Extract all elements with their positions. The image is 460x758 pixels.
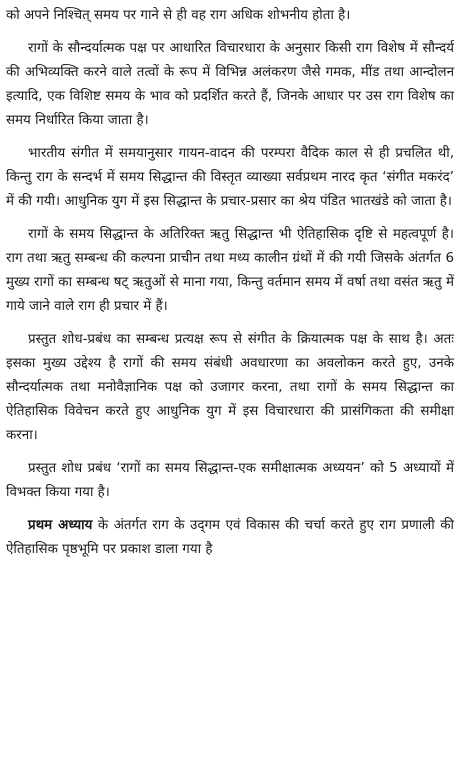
paragraph-text: रागों के सौन्दर्यात्मक पक्ष पर आधारित विचारधारा के अनुसार किसी राग विशेष में सौन्दर्य की अभिव्यक्ति करने वाले तत्वों के रूप में विभिन्न अलंकरण जैसे गमक, मींड तथा आन्दोलन इत्यादि, एक विशिष्ट समय के भाव को प्रदर्शित करते हैं, जिनके आधार पर उस राग विशेष का समय निर्धारित किया जाता है। <box>6 41 454 128</box>
paragraph-text: को अपने निश्चित् समय पर गाने से ही वह राग अधिक शोभनीय होता है। <box>6 8 351 23</box>
paragraph-text: के अंतर्गत राग के उद्‌गम एवं विकास की चर्चा करते हुए राग प्रणाली की ऐतिहासिक पृष्ठभूमि पर प्रकाश डाला गया है <box>6 518 454 557</box>
paragraph-first-chapter <box>6 514 454 562</box>
paragraph-aesthetic-aspect <box>6 37 454 133</box>
paragraph-text: भारतीय संगीत में समयानुसार गायन-वादन की परम्परा वैदिक काल से ही प्रचलित थी, किन्तु राग के सन्दर्भ में समय सिद्धान्त की विस्तृत व्याख्या सर्वप्रथम नारद कृत ‘संगीत मकरंद’ में की गयी। आधुनिक युग में इस सिद्धान्त के प्रचार-प्रसार का श्रेय पंडित भातखंडे को जाता है। <box>6 146 454 209</box>
paragraph-season-theory <box>6 223 454 319</box>
paragraph-text: प्रस्तुत शोध प्रबंध ‘रागों का समय सिद्धान्त-एक समीक्षात्मक अध्ययन’ को 5 अध्यायों में विभक्त किया गया है। <box>6 461 454 500</box>
chapter-heading-bold: प्रथम अध्याय <box>28 518 93 533</box>
paragraph-text: प्रस्तुत शोध-प्रबंध का सम्बन्ध प्रत्यक्ष रूप से संगीत के क्रियात्मक पक्ष के साथ है। अतः इसका मुख्य उद्देश्य है रागों की समय संबंधी अवधारणा का अवलोकन करते हुए, उनके सौन्दर्यात्मक तथा मनोवैज्ञानिक पक्ष को उजागर करना, तथा रागों के समय सिद्धान्त का ऐतिहासिक विवेचन करते हुए आधुनिक युग में इस विचारधारा की प्रासंगिकता की समीक्षा करना। <box>6 332 454 443</box>
paragraph-continuation <box>6 4 454 28</box>
paragraph-text: रागों के समय सिद्धान्त के अतिरिक्त ऋतु सिद्धान्त भी ऐतिहासिक दृष्टि से महत्वपूर्ण है। राग तथा ऋतु सम्बन्ध की कल्पना प्राचीन तथा मध्य कालीन ग्रंथों में की गयी जिसके अंतर्गत 6 मुख्य रागों का सम्बन्ध षट् ऋतुओं से माना गया, किन्तु वर्तमान समय में वर्षा तथा वसंत ऋतु में गाये जाने वाले राग ही प्रचार में हैं। <box>6 227 454 314</box>
paragraph-research-objective <box>6 328 454 448</box>
paragraph-indian-music-tradition <box>6 142 454 214</box>
paragraph-thesis-structure <box>6 457 454 505</box>
